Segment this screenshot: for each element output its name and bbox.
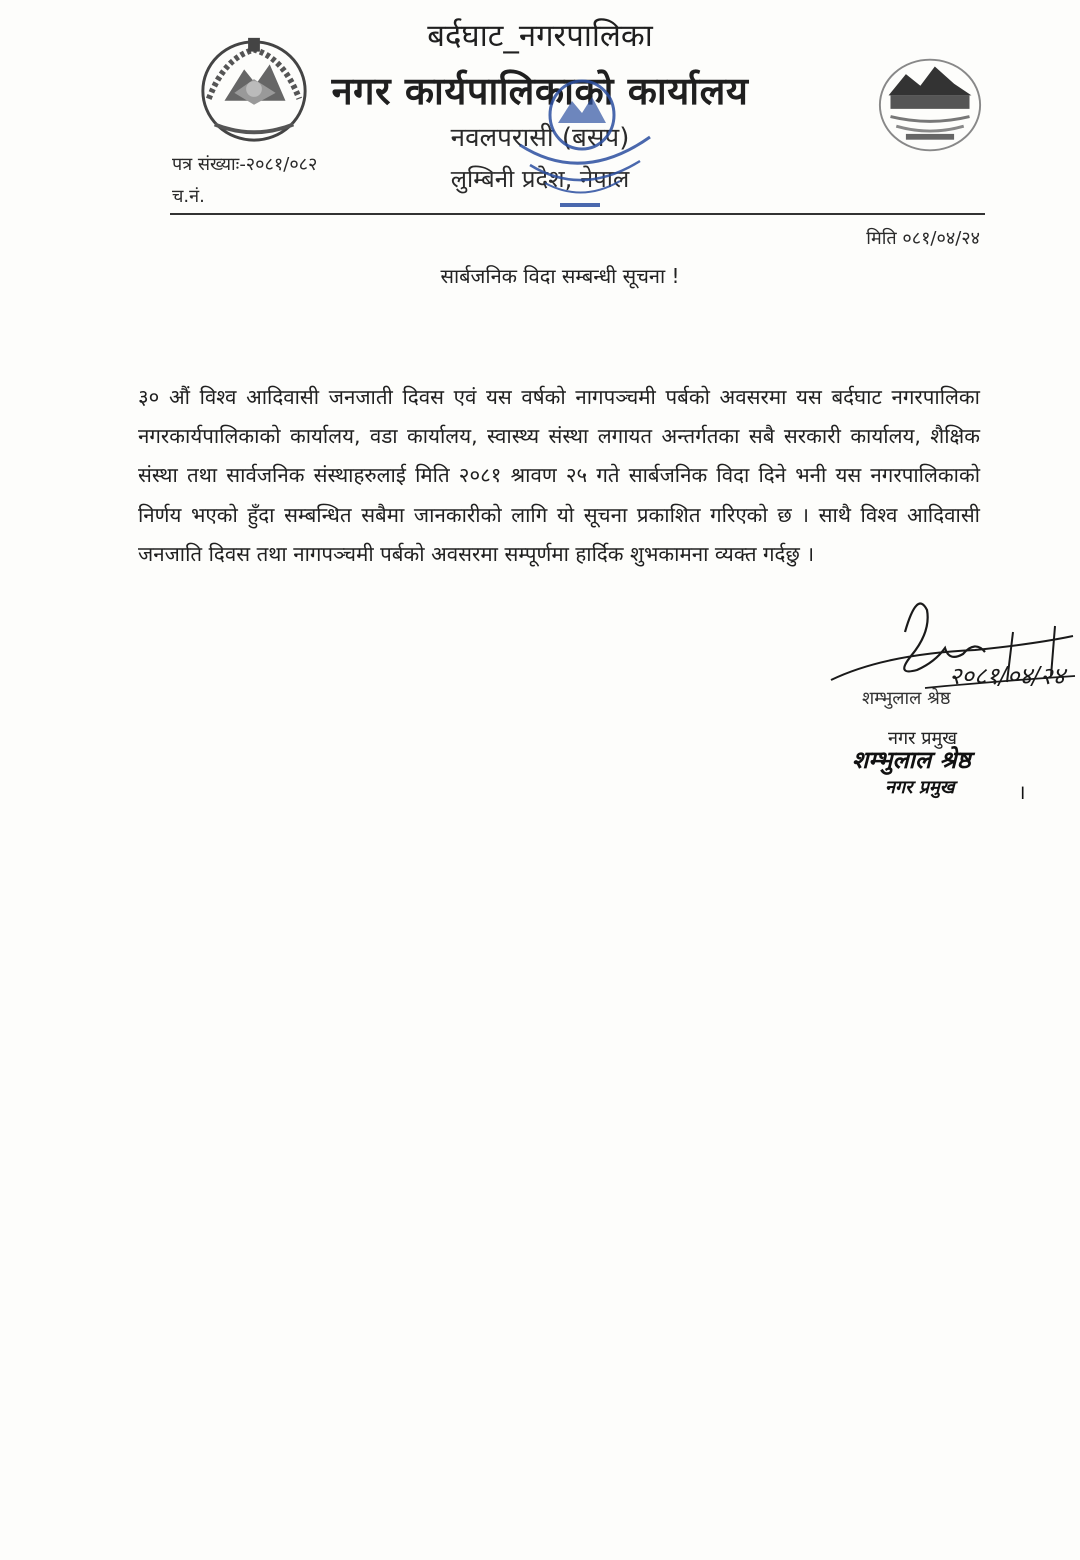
office-title: नगर कार्यपालिकाको कार्यालय — [331, 69, 749, 113]
name-stamp: शम्भुलाल श्रेष्ठ — [852, 746, 971, 774]
signatory-name: शम्भुलाल श्रेष्ठ — [862, 688, 951, 709]
dispatch-number: च.नं. — [172, 186, 205, 207]
municipality-name: बर्दघाट_नगरपालिका — [427, 18, 653, 54]
svg-text:२०८१/०४/२४: २०८१/०४/२४ — [949, 662, 1066, 690]
header-divider — [170, 213, 985, 215]
letter-number: पत्र संख्याः-२०८१/०८२ — [172, 154, 318, 175]
notice-body: ३० औं विश्व आदिवासी जनजाती दिवस एवं यस वर्षको नागपञ्चमी पर्बको अवसरमा यस बर्दघाट नगरपालिका नगरकार्यपालिकाको कार्यालय, वडा कार्यालय, स्वास्थ्य संस्था लगायत अन्तर्गतका सबै सरकारी कार्यालय, शैक्षिक संस्था तथा सार्वजनिक संस्थाहरुलाई मिति २०८१ श्रावण २५ गते सार्बजनिक विदा दिने भनी यस नगरपालिकाको निर्णय भएको हुँदा सम्बन्धित सबैमा जानकारीको लागि यो सूचना प्रकाशित गरिएको छ । साथै विश्व आदिवासी जनजाति दिवस तथा नागपञ्चमी पर्बको अवसरमा सम्पूर्णमा हार्दिक शुभकामना व्यक्त गर्दछु । — [138, 385, 980, 566]
province-line: लुम्बिनी प्रदेश, नेपाल — [450, 165, 630, 193]
office-seal-stamp — [500, 75, 665, 225]
stamp-mark: । — [1018, 780, 1026, 804]
signatory-title: नगर प्रमुख — [888, 728, 957, 749]
title-stamp: नगर प्रमुख — [885, 777, 955, 798]
subject-line: सार्बजनिक विदा सम्बन्धी सूचना ! — [440, 264, 680, 288]
district-line: नवलपरासी (बसप) — [450, 123, 630, 153]
letter-date: मिति ०८१/०४/२४ — [866, 228, 980, 249]
